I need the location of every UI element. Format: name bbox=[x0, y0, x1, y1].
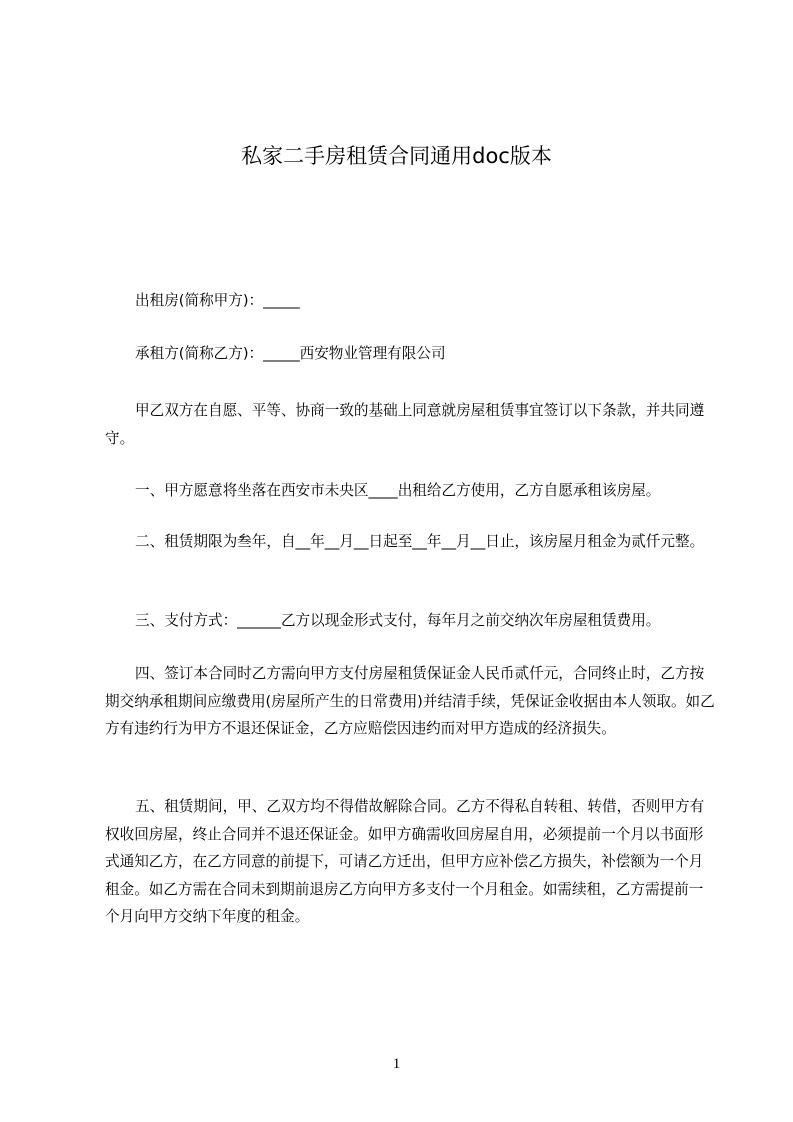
clause-1: 一、甲方愿意将坐落在西安市未央区____出租给乙方使用，乙方自愿承租该房屋。 bbox=[135, 482, 661, 499]
clause-3: 三、支付方式：______乙方以现金形式支付，每年月之前交纳次年房屋租赁费用。 bbox=[135, 612, 661, 629]
lessor-line: 出租房(简称甲方)：_____ bbox=[135, 292, 300, 309]
clause-4: 四、签订本合同时乙方需向甲方支付房屋租赁保证金人民币贰仟元，合同终止时，乙方按期交纳承租期间应缴费用(房屋所产生的日常费用)并结清手续，凭保证金收据由本人领取。如乙方有违约行为甲方不退还保证金，乙方应赔偿因违约而对甲方造成的经济损失。 bbox=[105, 665, 715, 737]
intro-paragraph: 甲乙双方在自愿、平等、协商一致的基础上同意就房屋租赁事宜签订以下条款，并共同遵守。 bbox=[105, 402, 705, 447]
page-number: 1 bbox=[392, 1056, 401, 1072]
clause-5: 五、租赁期间，甲、乙双方均不得借故解除合同。乙方不得私自转租、转借，否则甲方有权收回房屋，终止合同并不退还保证金。如甲方确需收回房屋自用，必须提前一个月以书面形式通知乙方，在乙方同意的前提下，可请乙方迁出，但甲方应补偿乙方损失，补偿额为一个月租金。如乙方需在合同未到期前退房乙方向甲方多支付一个月租金。如需续租，乙方需提前一个月向甲方交纳下年度的租金。 bbox=[105, 798, 705, 925]
document-title: 私家二手房租赁合同通用doc版本 bbox=[241, 144, 552, 168]
clause-2: 二、租赁期限为叁年，自__年__月__日起至__年__月__日止，该房屋月租金为贰仟元整。 bbox=[135, 533, 705, 550]
lessee-line: 承租方(简称乙方)：_____西安物业管理有限公司 bbox=[135, 345, 446, 362]
